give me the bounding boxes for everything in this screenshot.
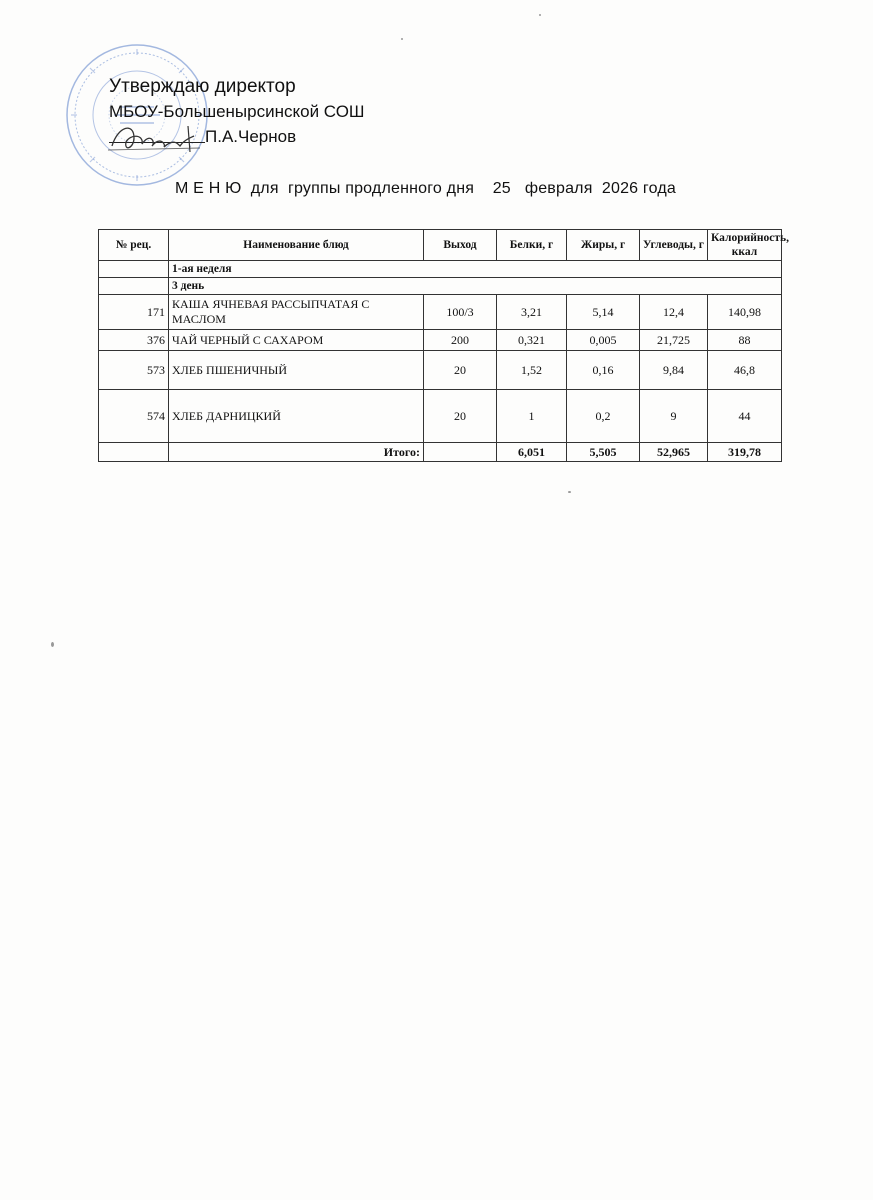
row-protein: 1,52: [497, 351, 567, 390]
row-yield: 200: [424, 330, 497, 351]
total-row: [99, 443, 782, 462]
menu-title: М Е Н Ю для группы продленного дня 25 февраля 2026 года: [175, 180, 676, 197]
row-fat: 0,16: [567, 351, 640, 390]
table-row: [99, 351, 782, 390]
row-rec: 573: [99, 351, 169, 390]
total-carbs: 52,965: [640, 443, 708, 462]
row-name: ХЛЕБ ПШЕНИЧНЫЙ: [169, 351, 424, 390]
row-name: КАША ЯЧНЕВАЯ РАССЫПЧАТАЯ С МАСЛОМ: [169, 295, 424, 330]
week-row: [99, 261, 782, 278]
scan-speck: [51, 642, 54, 647]
total-fat: 5,505: [567, 443, 640, 462]
scan-speck: [539, 14, 541, 16]
row-protein: 0,321: [497, 330, 567, 351]
signature-icon: [104, 112, 204, 162]
row-carbs: 9,84: [640, 351, 708, 390]
menu-table: [98, 229, 789, 462]
row-name: ХЛЕБ ДАРНИЦКИЙ: [169, 390, 424, 443]
row-fat: 0,2: [567, 390, 640, 443]
header-rec: № рец.: [99, 230, 169, 261]
scan-speck: [568, 491, 571, 493]
row-carbs: 21,725: [640, 330, 708, 351]
row-carbs: 9: [640, 390, 708, 443]
header-carbs: Углеводы, г: [640, 230, 708, 261]
row-kcal: 44: [708, 390, 782, 443]
header-fat: Жиры, г: [567, 230, 640, 261]
row-kcal: 140,98: [708, 295, 782, 330]
row-rec: 376: [99, 330, 169, 351]
row-protein: 3,21: [497, 295, 567, 330]
day-row: [99, 278, 782, 295]
header-yield: Выход: [424, 230, 497, 261]
row-yield: 20: [424, 390, 497, 443]
total-label: Итого:: [169, 443, 424, 462]
row-yield: 20: [424, 351, 497, 390]
table-row: [99, 295, 782, 330]
approval-title: Утверждаю директор: [109, 76, 296, 97]
scan-speck: [401, 38, 403, 40]
row-rec: 171: [99, 295, 169, 330]
total-protein: 6,051: [497, 443, 567, 462]
day-label: 3 день: [169, 278, 782, 295]
row-kcal: 46,8: [708, 351, 782, 390]
header-kcal: Калорийность, ккал: [708, 230, 782, 261]
row-rec: 574: [99, 390, 169, 443]
header-protein: Белки, г: [497, 230, 567, 261]
row-name: ЧАЙ ЧЕРНЫЙ С САХАРОМ: [169, 330, 424, 351]
table-header-row: [99, 230, 782, 261]
total-kcal: 319,78: [708, 443, 782, 462]
row-yield: 100/3: [424, 295, 497, 330]
row-protein: 1: [497, 390, 567, 443]
row-carbs: 12,4: [640, 295, 708, 330]
header-name: Наименование блюд: [169, 230, 424, 261]
row-fat: 5,14: [567, 295, 640, 330]
school-name: МБОУ-Большенырсинской СОШ: [109, 102, 365, 121]
table-row: [99, 390, 782, 443]
week-label: 1-ая неделя: [169, 261, 782, 278]
row-kcal: 88: [708, 330, 782, 351]
table-row: [99, 330, 782, 351]
director-name: П.А.Чернов: [205, 127, 297, 146]
row-fat: 0,005: [567, 330, 640, 351]
